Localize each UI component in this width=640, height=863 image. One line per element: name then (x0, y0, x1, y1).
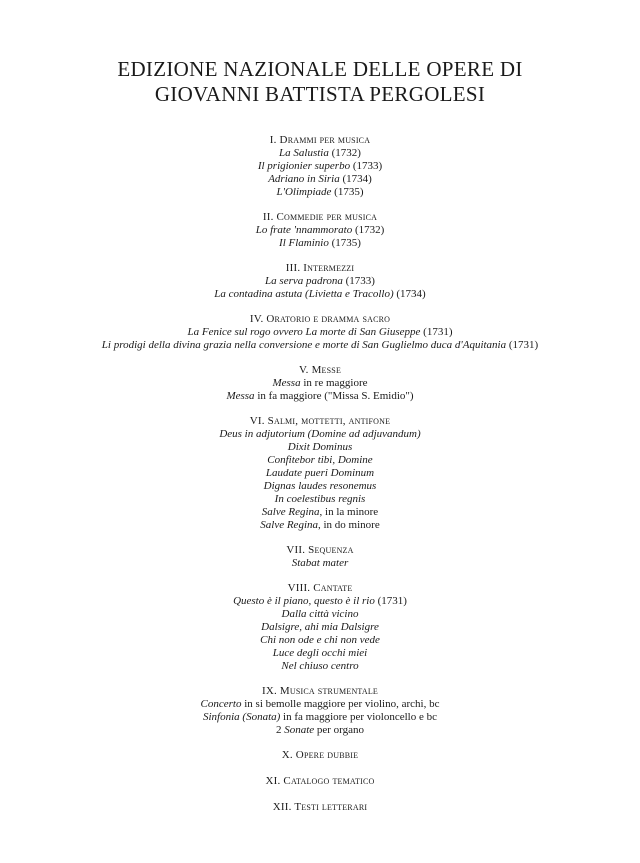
work-title: La Fenice sul rogo ovvero La morte di San Giuseppe (187, 326, 421, 338)
section-heading: III. Intermezzi (285, 262, 355, 274)
work-title: Messa (272, 377, 301, 389)
work-title: Lo frate 'nnammorato (255, 224, 353, 236)
work-detail: (1731) (420, 326, 453, 338)
toc-section (0, 211, 640, 250)
section-heading: IX. Musica strumentale (261, 685, 379, 697)
work-detail: (1734) (339, 173, 372, 185)
work-detail: per organo (314, 724, 365, 736)
section-heading: XI. Catalogo tematico (265, 775, 375, 787)
work-title: Salve Regina (260, 519, 318, 531)
work-title: In coelestibus regnis (274, 493, 366, 505)
work-title: Stabat mater (291, 557, 349, 569)
work-detail: , in la minore (319, 506, 379, 518)
toc-section (0, 415, 640, 532)
work-detail: (1732) (328, 147, 361, 159)
work-detail: in fa maggiore per violoncello e bc (280, 711, 437, 723)
page-title (0, 57, 640, 107)
work-entry (0, 160, 640, 173)
work-detail: (1735) (331, 186, 364, 198)
work-entry (0, 621, 640, 634)
work-entry (0, 186, 640, 199)
toc-section (0, 134, 640, 199)
work-detail: (1735) (328, 237, 361, 249)
work-entry (0, 326, 640, 339)
work-title: Nel chiuso centro (281, 660, 359, 672)
work-title: Laudate pueri Dominum (265, 467, 375, 479)
work-entry (0, 237, 640, 250)
toc-section (0, 364, 640, 403)
work-entry (0, 660, 640, 673)
work-detail: (1734) (393, 288, 426, 300)
work-entry (0, 647, 640, 660)
work-entry (0, 390, 640, 403)
work-title: Dixit Dominus (287, 441, 353, 453)
toc-section (0, 544, 640, 570)
work-title: La contadina astuta (Livietta e Tracollo) (214, 288, 394, 300)
work-title: Salve Regina (261, 506, 320, 518)
work-detail: (1733) (342, 275, 375, 287)
work-title: Adriano in Siria (268, 173, 340, 185)
work-title: L'Olimpiade (276, 186, 332, 198)
work-detail: (1731) (506, 339, 539, 351)
work-entry (0, 595, 640, 608)
work-entry (0, 275, 640, 288)
work-detail: in re maggiore (300, 377, 368, 389)
work-title: Chi non ode e chi non vede (260, 634, 380, 646)
title-line-2: GIOVANNI BATTISTA PERGOLESI (154, 82, 486, 106)
work-detail: , in do minore (318, 519, 380, 531)
section-heading: VII. Sequenza (286, 544, 354, 556)
work-title: Deus in adjutorium (Domine ad adjuvandum) (219, 428, 421, 440)
section-heading: XII. Testi letterari (272, 801, 368, 813)
work-detail: (1731) (374, 595, 407, 607)
toc-section (0, 775, 640, 788)
work-entry (0, 441, 640, 454)
title-line-1: EDIZIONE NAZIONALE DELLE OPERE DI (117, 57, 523, 81)
work-detail: (1733) (350, 160, 383, 172)
work-title: Dalla città vicino (281, 608, 359, 620)
section-heading: V. Messe (298, 364, 342, 376)
section-heading: VI. Salmi, mottetti, antifone (249, 415, 391, 427)
work-title: Li prodigi della divina grazia nella conversione e morte di San Guglielmo duca d'Aquitania (101, 339, 507, 351)
work-title: La Salustia (279, 147, 329, 159)
work-title: Messa (226, 390, 255, 402)
section-heading: X. Opere dubbie (281, 749, 359, 761)
work-entry (0, 147, 640, 160)
work-detail: 2 (275, 724, 285, 736)
work-title: La serva padrona (265, 275, 343, 287)
section-heading: II. Commedie per musica (262, 211, 378, 223)
work-detail: in si bemolle maggiore per violino, archi, bc (241, 698, 440, 710)
work-title: Dalsigre, ahi mia Dalsigre (261, 621, 379, 633)
work-entry (0, 224, 640, 237)
work-entry (0, 480, 640, 493)
work-entry (0, 339, 640, 352)
work-entry (0, 724, 640, 737)
work-entry (0, 288, 640, 301)
work-title: Sinfonia (Sonata) (202, 711, 281, 723)
work-entry (0, 711, 640, 724)
work-title: Confitebor tibi, Domine (267, 454, 373, 466)
work-title: Concerto (200, 698, 242, 710)
work-entry (0, 173, 640, 186)
work-detail: (1732) (352, 224, 385, 236)
toc-section (0, 313, 640, 352)
work-title: Il Flaminio (279, 237, 329, 249)
work-entry (0, 608, 640, 621)
work-entry (0, 506, 640, 519)
section-heading: VIII. Cantate (287, 582, 353, 594)
work-title: Sonate (284, 724, 315, 736)
work-entry (0, 519, 640, 532)
toc-section (0, 685, 640, 737)
work-detail: in fa maggiore ("Missa S. Emidio") (254, 390, 414, 402)
toc-section (0, 262, 640, 301)
work-entry (0, 467, 640, 480)
toc-section (0, 749, 640, 762)
toc-section (0, 801, 640, 814)
work-title: Dignas laudes resonemus (263, 480, 377, 492)
work-title: Il prigionier superbo (257, 160, 351, 172)
work-entry (0, 493, 640, 506)
work-entry (0, 698, 640, 711)
section-heading: I. Drammi per musica (269, 134, 371, 146)
work-title: Questo è il piano, questo è il rio (233, 595, 375, 607)
work-title: Luce degli occhi miei (272, 647, 368, 659)
table-of-contents (0, 134, 640, 827)
work-entry (0, 557, 640, 570)
work-entry (0, 454, 640, 467)
work-entry (0, 377, 640, 390)
toc-section (0, 582, 640, 673)
section-heading: IV. Oratorio e dramma sacro (249, 313, 391, 325)
work-entry (0, 634, 640, 647)
work-entry (0, 428, 640, 441)
